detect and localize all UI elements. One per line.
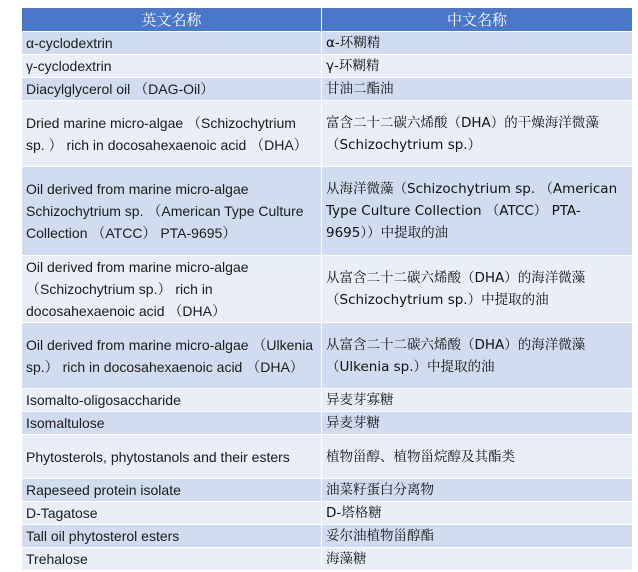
table-row [22, 101, 633, 167]
english-name-cell: Oil derived from marine micro-algae （Schizochytrium sp.） rich in docosahexaenoic acid （DHA） [22, 256, 322, 323]
chinese-name-cell: 富含二十二碳六烯酸（DHA）的干燥海洋微藻（Schizochytrium sp.） [322, 101, 633, 167]
header-chinese-name: 中文名称 [322, 8, 633, 32]
chinese-name-cell: 异麦芽糖 [322, 412, 633, 435]
english-name-cell: γ-cyclodextrin [22, 55, 322, 78]
table-row [22, 389, 633, 412]
table-row [22, 323, 633, 389]
english-name-cell: Oil derived from marine micro-algae Schizochytrium sp. （American Type Culture Collection （ATCC） PTA-9695） [22, 167, 322, 256]
table-row [22, 412, 633, 435]
english-name-cell: Oil derived from marine micro-algae （Ulkenia sp.） rich in docosahexaenoic acid （DHA） [22, 323, 322, 389]
english-name-cell: D-Tagatose [22, 502, 322, 525]
english-name-cell: α-cyclodextrin [22, 32, 322, 55]
table-header-row [22, 8, 633, 32]
chinese-name-cell: 从海洋微藻（Schizochytrium sp. （American Type Culture Collection （ATCC） PTA-9695））中提取的油 [322, 167, 633, 256]
chinese-name-cell: γ-环糊精 [322, 55, 633, 78]
english-name-cell: Tall oil phytosterol esters [22, 525, 322, 548]
table-row [22, 435, 633, 479]
chinese-name-cell: 异麦芽寡糖 [322, 389, 633, 412]
english-name-cell: Phytosterols, phytostanols and their esters [22, 435, 322, 479]
table-row [22, 167, 633, 256]
chinese-name-cell: 甘油二酯油 [322, 78, 633, 101]
table-row [22, 525, 633, 548]
table-row [22, 55, 633, 78]
english-name-cell: Isomalto-oligosaccharide [22, 389, 322, 412]
table-row [22, 502, 633, 525]
table-row [22, 78, 633, 101]
table-row [22, 32, 633, 55]
english-name-cell: Trehalose [22, 548, 322, 571]
table-row [22, 479, 633, 502]
chinese-name-cell: D-塔格糖 [322, 502, 633, 525]
english-name-cell: Isomaltulose [22, 412, 322, 435]
table-row [22, 548, 633, 571]
header-english-name: 英文名称 [22, 8, 322, 32]
chinese-name-cell: 海藻糖 [322, 548, 633, 571]
names-table [21, 7, 633, 571]
english-name-cell: Diacylglycerol oil （DAG-Oil） [22, 78, 322, 101]
chinese-name-cell: 油菜籽蛋白分离物 [322, 479, 633, 502]
chinese-name-cell: 从富含二十二碳六烯酸（DHA）的海洋微藻（Schizochytrium sp.）中提取的油 [322, 256, 633, 323]
chinese-name-cell: 从富含二十二碳六烯酸（DHA）的海洋微藻（Ulkenia sp.）中提取的油 [322, 323, 633, 389]
chinese-name-cell: α-环糊精 [322, 32, 633, 55]
table-row [22, 256, 633, 323]
english-name-cell: Dried marine micro-algae （Schizochytrium sp. ） rich in docosahexaenoic acid （DHA） [22, 101, 322, 167]
chinese-name-cell: 植物甾醇、植物甾烷醇及其酯类 [322, 435, 633, 479]
chinese-name-cell: 妥尔油植物甾醇酯 [322, 525, 633, 548]
english-name-cell: Rapeseed protein isolate [22, 479, 322, 502]
